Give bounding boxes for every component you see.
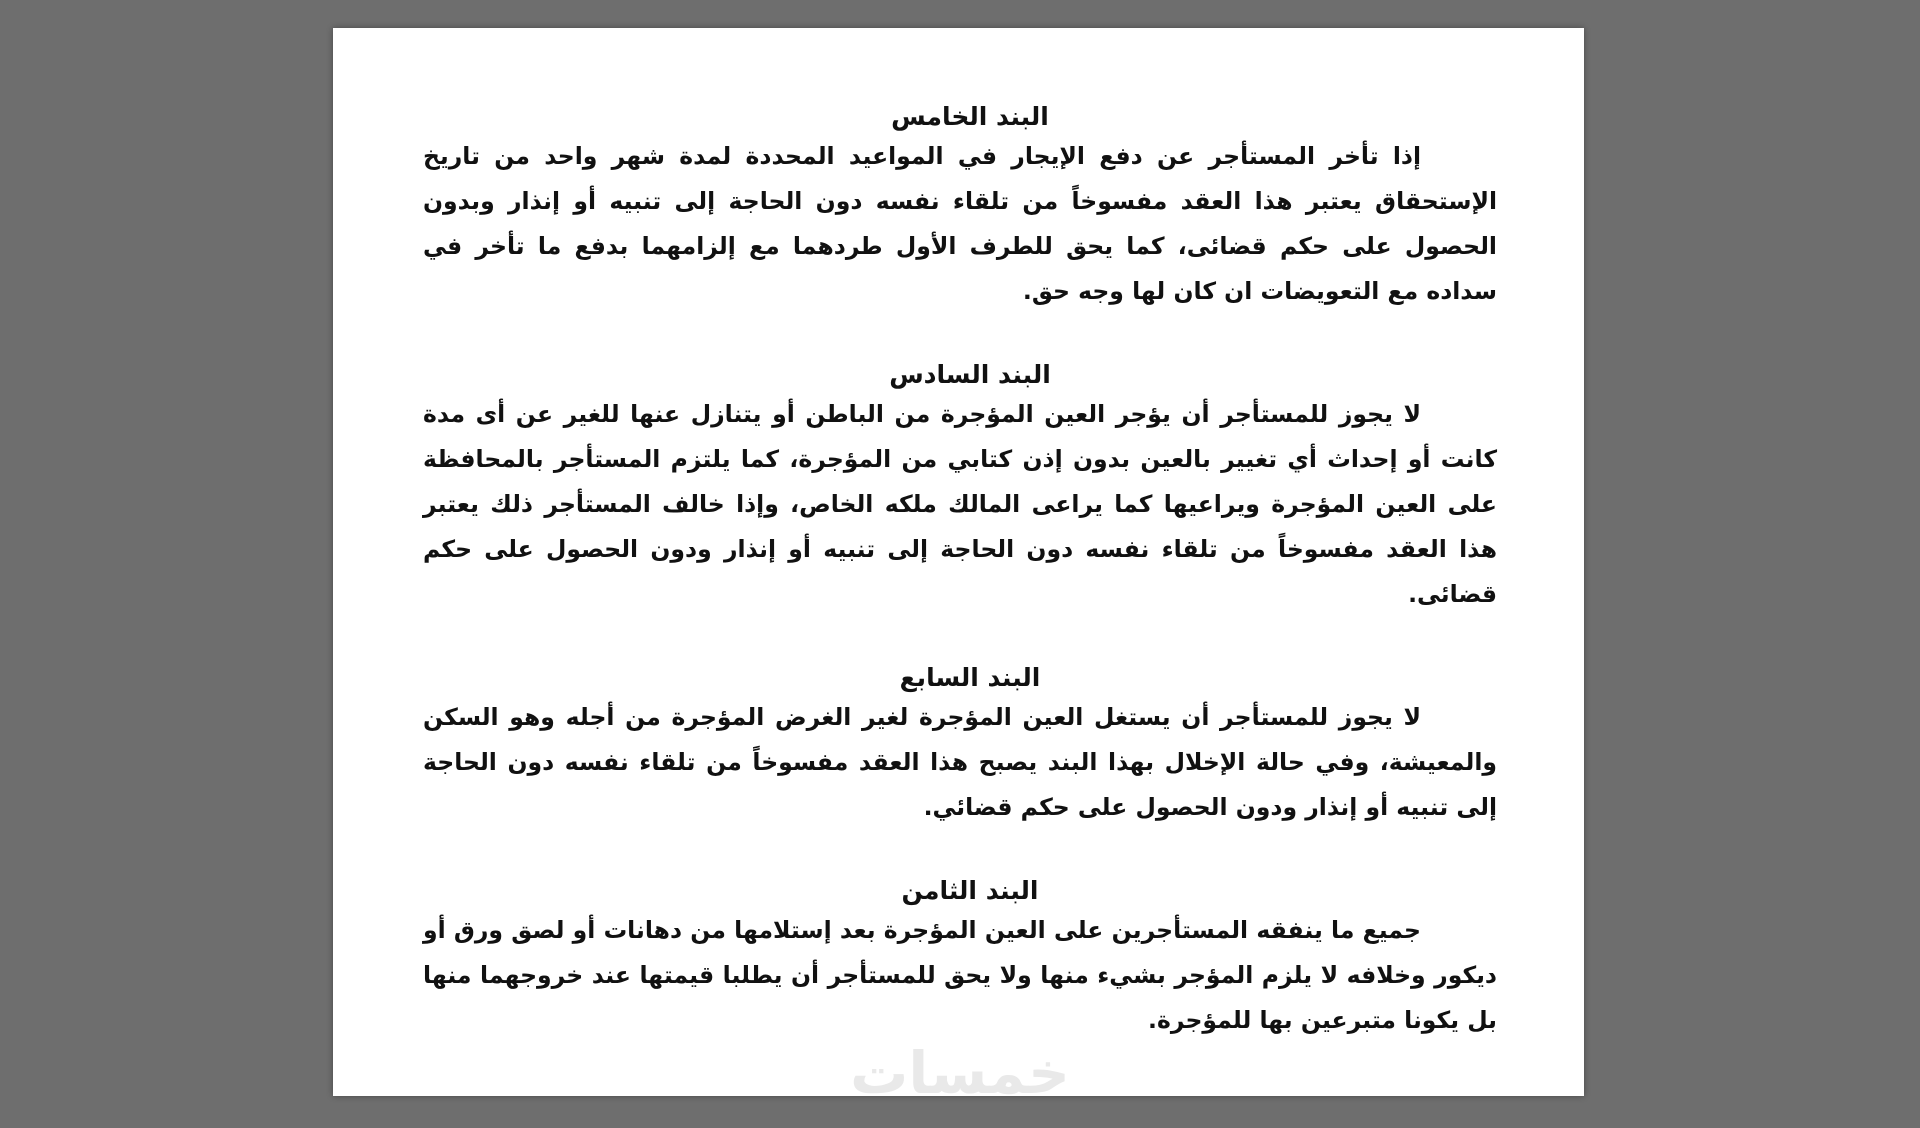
- clause-title: البند الثامن: [901, 876, 1039, 905]
- clause-body: لا يجوز للمستأجر أن يستغل العين المؤجرة لغير الغرض المؤجرة من أجله وهو السكن والمعيشة، وفي حالة الإخلال بهذا البند يصبح هذا العقد مفسوخاً من تلقاء نفسه دون الحاجة إلى تنبيه أو إنذار ودون الحصول على حكم قضائي.: [423, 703, 1497, 821]
- clause-body: إذا تأخر المستأجر عن دفع الإيجار في المواعيد المحددة لمدة شهر واحد من تاريخ الإستحقاق يعتبر هذا العقد مفسوخاً من تلقاء نفسه دون الحاجة إلى تنبيه أو إنذار وبدون الحصول على حكم قضائى، كما يحق للطرف الأول طردهما مع إلزامهما بدفع ما تأخر في سداده مع التعويضات ان كان لها وجه حق.: [423, 142, 1497, 305]
- contract-clauses: [423, 100, 1497, 1087]
- clause-title: البند الخامس: [891, 102, 1049, 131]
- clause-title: البند السابع: [899, 663, 1041, 692]
- clause-seven: [423, 661, 1497, 830]
- clause-body: جميع ما ينفقه المستأجرين على العين المؤجرة بعد إستلامها من دهانات أو لصق ورق أو ديكور وخلافه لا يلزم المؤجر بشيء منها ولا يحق للمستأجر أن يطلبا قيمتها عند خروجهما منها بل يكونا متبرعين بها للمؤجرة.: [423, 916, 1497, 1034]
- clause-title: البند السادس: [889, 360, 1051, 389]
- clause-eight: [423, 874, 1497, 1043]
- clause-body: لا يجوز للمستأجر أن يؤجر العين المؤجرة من الباطن أو يتنازل عنها للغير عن أى مدة كانت أو إحداث أي تغيير بالعين بدون إذن كتابي من المؤجرة، كما يلتزم المستأجر بالمحافظة على العين المؤجرة ويراعيها كما يراعى المالك ملكه الخاص، وإذا خالف المستأجر ذلك يعتبر هذا العقد مفسوخاً من تلقاء نفسه دون الحاجة إلى تنبيه أو إنذار ودون الحصول على حكم قضائى.: [423, 400, 1497, 608]
- clause-six: [423, 358, 1497, 617]
- clause-five: [423, 100, 1497, 314]
- document-page: [333, 28, 1584, 1096]
- watermark-logo: خمسات: [850, 1039, 1070, 1096]
